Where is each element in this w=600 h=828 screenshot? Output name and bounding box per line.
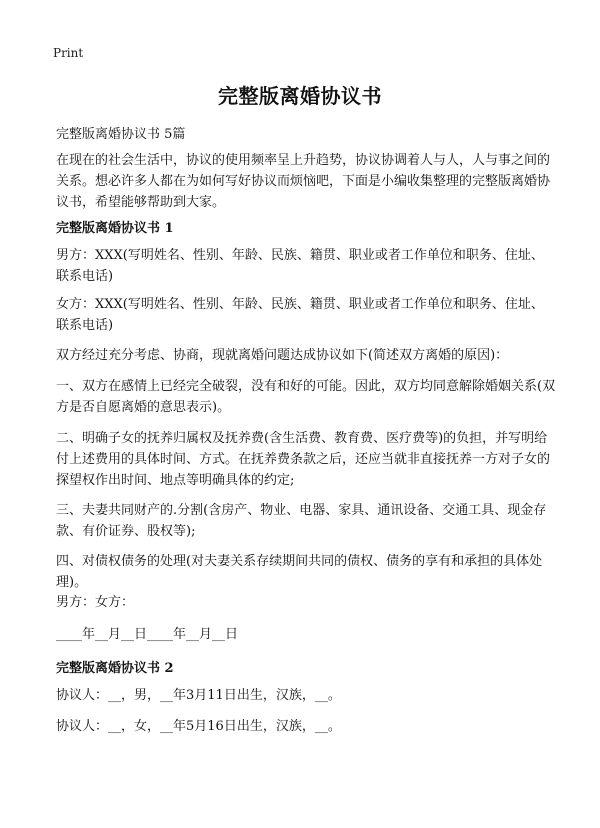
document-title: 完整版离婚协议书 [218, 84, 382, 108]
clause-1-paragraph: 一、双方在感情上已经完全破裂，没有和好的可能。因此，双方均同意解除婚姻关系(双方是否自愿离婚的意思表示)。 [56, 379, 556, 415]
print-link[interactable]: Print [53, 46, 84, 60]
signature-line: 男方：女方： [56, 595, 135, 610]
section-heading-2: 完整版离婚协议书 2 [56, 661, 174, 676]
agreement-paragraph: 双方经过充分考虑、协商，现就离婚问题达成协议如下(简述双方离婚的原因)： [56, 348, 509, 363]
date-line: ____年__月__日____年__月__日 [56, 627, 239, 642]
party-2-paragraph: 协议人：__，女，__年5月16日出生，汉族，__。 [56, 719, 341, 734]
clause-2-paragraph: 二、明确子女的抚养归属权及抚养费(含生活费、教育费、医疗费等)的负担，并写明给付上述费用的具体时间、方式。在抚养费条款之后，还应当就非直接抚养一方对子女的探望权作出时间、地点等明确具体的约定; [56, 431, 551, 488]
clause-3-paragraph: 三、夫妻共同财产的.分割(含房产、物业、电器、家具、通讯设备、交通工具、现金存款、有价证券、股权等); [56, 503, 547, 539]
clause-4-paragraph: 四、对债权债务的处理(对夫妻关系存续期间共同的债权、债务的享有和承担的具体处理)。 [56, 554, 543, 590]
party-1-paragraph: 协议人：__，男，__年3月11日出生，汉族，__。 [56, 688, 341, 703]
document-subtitle: 完整版离婚协议书 5篇 [56, 127, 186, 142]
section-heading-1: 完整版离婚协议书 1 [56, 221, 174, 236]
female-party-paragraph: 女方：XXX(写明姓名、性别、年龄、民族、籍贯、职业或者工作单位和职务、住址、联系电话) [56, 297, 544, 333]
male-party-paragraph: 男方：XXX(写明姓名、性别、年龄、民族、籍贯、职业或者工作单位和职务、住址、联系电话) [56, 248, 544, 284]
intro-paragraph: 在现在的社会生活中，协议的使用频率呈上升趋势，协议协调着人与人，人与事之间的关系。想必许多人都在为如何写好协议而烦恼吧，下面是小编收集整理的完整版离婚协议书，希望能够帮助到大家。 [56, 153, 551, 210]
